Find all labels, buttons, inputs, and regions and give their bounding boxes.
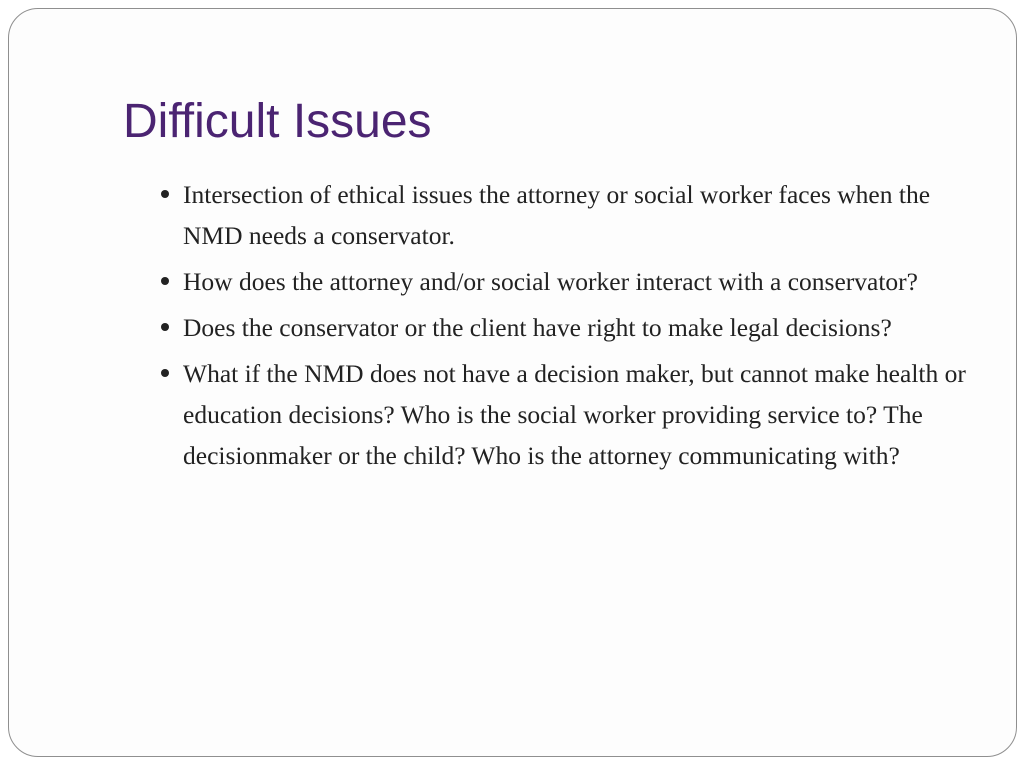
slide-title: Difficult Issues — [123, 95, 432, 148]
bullet-item — [157, 174, 977, 256]
bullet-text: What if the NMD does not have a decision maker, but cannot make health or education decisions? Who is the social worker providing service to? The decisionmaker or the child? Who is the attorney communicating with? — [183, 359, 966, 470]
bullet-text: Intersection of ethical issues the attorney or social worker faces when the NMD needs a conservator. — [183, 180, 931, 250]
bullet-item — [157, 261, 977, 302]
slide-frame — [8, 8, 1017, 757]
bullet-text: How does the attorney and/or social worker interact with a conservator? — [183, 267, 918, 296]
bullet-text: Does the conservator or the client have right to make legal decisions? — [183, 313, 892, 342]
bullet-list — [157, 174, 977, 481]
bullet-dot-icon — [161, 369, 169, 377]
bullet-dot-icon — [161, 277, 169, 285]
bullet-item — [157, 353, 977, 476]
bullet-item — [157, 307, 977, 348]
bullet-dot-icon — [161, 190, 169, 198]
bullet-dot-icon — [161, 323, 169, 331]
